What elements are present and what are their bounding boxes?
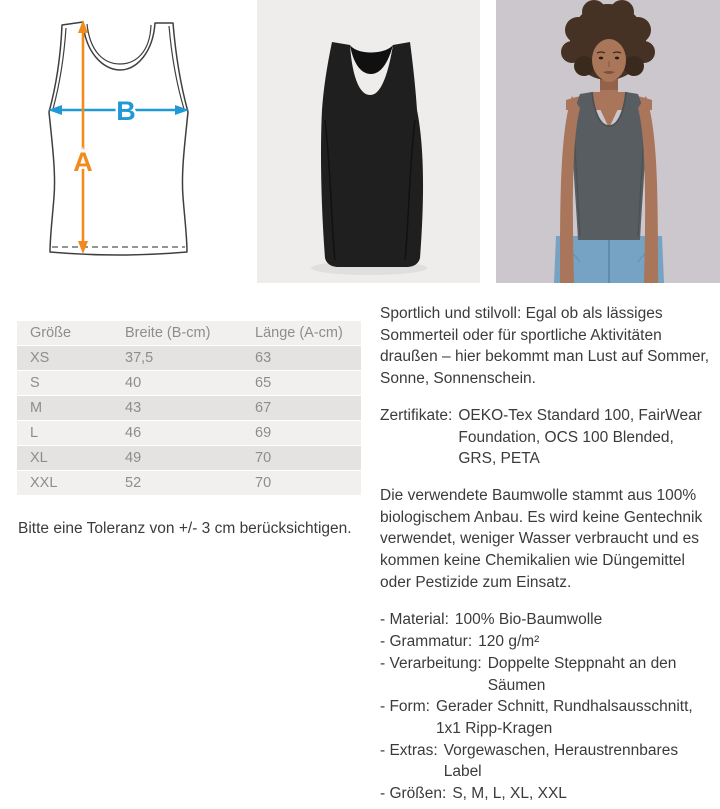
length-cell: 67 [255,400,272,416]
certificates-label: Zertifikate: [380,406,453,424]
spec-item-groessen: - Größen: S, M, L, XL, XXL [380,785,567,803]
size-table-header-row [17,321,361,345]
tank-top-outline-drawing [40,12,200,262]
table-row [17,421,361,445]
size-cell: S [30,375,40,391]
length-cell: 65 [255,375,272,391]
model-head [561,0,655,81]
size-cell: M [30,400,43,416]
column-header-size: Größe [30,325,72,341]
size-cell: XL [30,450,48,466]
model-photo[interactable] [496,0,720,283]
tolerance-note: Bitte eine Toleranz von +/- 3 cm berücksichtigen. [18,520,352,537]
product-photo[interactable] [257,0,480,283]
size-diagram [40,12,200,262]
table-row [17,371,361,395]
size-table [17,320,361,496]
spec-item-extras: - Extras: Vorgewaschen, Heraustrennbares Label [380,741,679,781]
width-cell: 49 [125,450,142,466]
model-wearing-tank-image [496,0,720,283]
spec-item-form: - Form: Gerader Schnitt, Rundhalsausschnitt, 1x1 Ripp-Kragen [380,698,693,737]
width-cell: 43 [125,400,142,416]
length-cell: 70 [255,450,272,466]
length-cell: 69 [255,425,272,441]
length-cell: 70 [255,475,272,491]
cotton-paragraph: Die verwendete Baumwolle stammt aus 100% biologischem Anbau. Es wird keine Gentechnik verwendet, weniger Wasser verbraucht und es kommen keine Chemikalien wie Düngemittel oder Pestizide zum Einsatz. [380,486,703,591]
column-header-width: Breite (B-cm) [125,325,211,341]
spec-item-material: - Material: 100% Bio-Baumwolle [380,611,603,629]
length-label: A [73,147,93,177]
width-cell: 52 [125,475,142,491]
size-cell: XXL [30,475,58,491]
spec-item-grammatur: - Grammatur: 120 g/m² [380,633,540,651]
width-cell: 37,5 [125,350,154,366]
size-cell: L [30,425,39,441]
width-label: B [116,96,136,126]
table-row [17,471,361,495]
table-row [17,346,361,370]
spec-list [380,609,714,804]
product-description [380,303,714,805]
intro-paragraph: Sportlich und stilvoll: Egal ob als lässiges Sommerteil oder für sportliche Aktivitäten draußen – hier bekommt man Lust auf Sommer, Sonne, Sonnenschein. [380,305,710,388]
certificates-value: OEKO-Tex Standard 100, FairWear Foundation, OCS 100 Blended, GRS, PETA [458,406,702,468]
width-cell: 40 [125,375,142,391]
length-cell: 63 [255,350,272,366]
black-tank-top-image [257,0,480,283]
certificates-line [380,405,714,470]
size-cell: XS [30,350,50,366]
column-header-length: Länge (A-cm) [255,325,343,341]
width-cell: 46 [125,425,142,441]
table-row [17,396,361,420]
spec-item-verarbeitung: - Verarbeitung: Doppelte Steppnaht an den Säumen [380,654,677,694]
table-row [17,446,361,470]
